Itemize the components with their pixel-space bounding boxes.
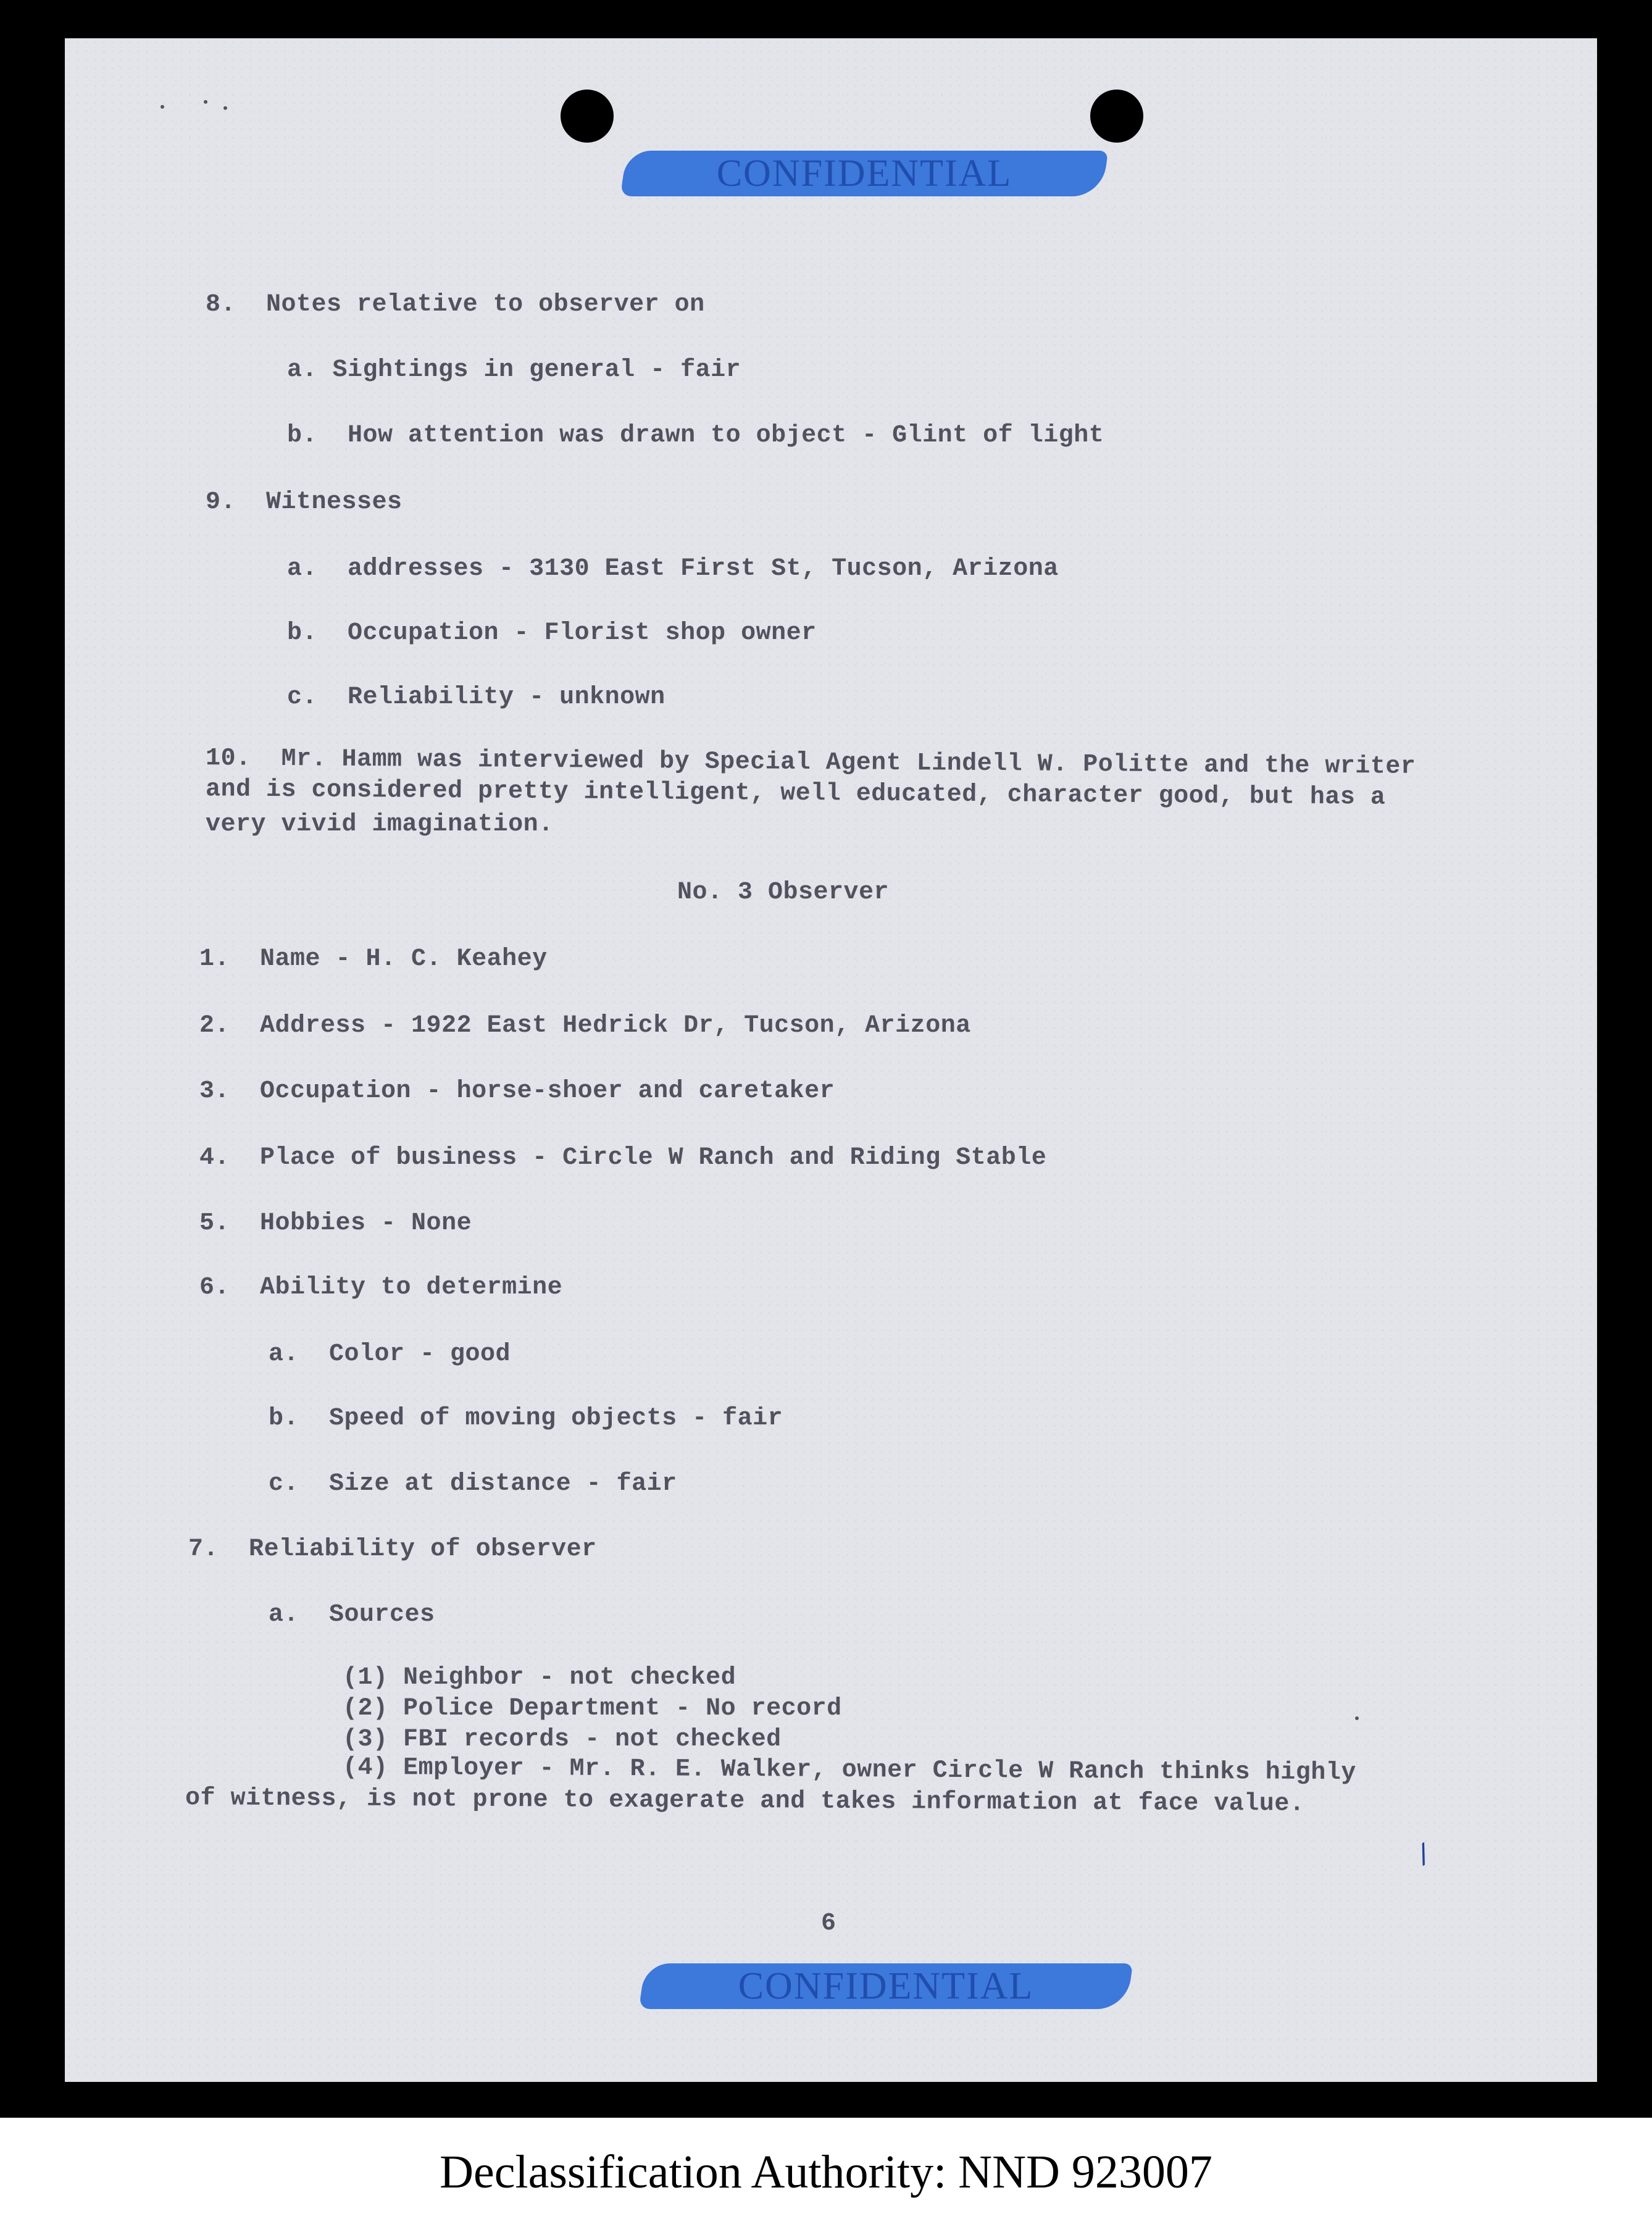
speck <box>223 106 227 110</box>
source-4-line-2: of witness, is not prone to exagerate and takes information at face value. <box>185 1784 1305 1818</box>
item-2: 2. Address - 1922 East Hedrick Dr, Tucson, Arizona <box>199 1012 971 1040</box>
item-6: 6. Ability to determine <box>199 1274 563 1302</box>
page-number: 6 <box>821 1910 836 1937</box>
source-4-line-1: (4) Employer - Mr. R. E. Walker, owner Circle W Ranch thinks highly <box>342 1753 1356 1787</box>
punch-hole-left <box>561 90 614 143</box>
ink-mark: / <box>1410 1839 1440 1874</box>
item-4: 4. Place of business - Circle W Ranch and Riding Stable <box>199 1144 1047 1172</box>
item-8b: b. How attention was drawn to object - Glint of light <box>287 422 1104 449</box>
declassification-footer: Declassification Authority: NND 923007 <box>440 2146 1212 2198</box>
item-5: 5. Hobbies - None <box>199 1210 472 1237</box>
section-heading-no3-observer: No. 3 Observer <box>677 879 890 906</box>
stamp-label: CONFIDENTIAL <box>716 152 1012 194</box>
speck <box>204 100 207 104</box>
item-6c: c. Size at distance - fair <box>269 1470 677 1498</box>
item-7: 7. Reliability of observer <box>188 1536 597 1563</box>
speck <box>161 105 164 109</box>
item-1: 1. Name - H. C. Keahey <box>199 945 548 973</box>
item-10-line-2: and is considered pretty intelligent, well educated, character good, but has a <box>205 775 1386 812</box>
source-2: (2) Police Department - No record <box>343 1695 842 1723</box>
stamp-label: CONFIDENTIAL <box>738 1965 1034 2007</box>
item-8: 8. Notes relative to observer on <box>206 291 705 319</box>
item-9b: b. Occupation - Florist shop owner <box>287 619 817 647</box>
source-1: (1) Neighbor - not checked <box>343 1664 736 1692</box>
item-9: 9. Witnesses <box>206 488 403 516</box>
item-7a: a. Sources <box>269 1601 435 1629</box>
confidential-stamp-top <box>624 151 1105 196</box>
source-3: (3) FBI records - not checked <box>343 1726 782 1753</box>
item-10-line-1: 10. Mr. Hamm was interviewed by Special Agent Lindell W. Politte and the writer <box>205 745 1416 781</box>
item-6b: b. Speed of moving objects - fair <box>269 1405 783 1432</box>
item-6a: a. Color - good <box>269 1340 511 1368</box>
document-page <box>65 38 1597 2082</box>
item-9c: c. Reliability - unknown <box>287 683 665 711</box>
punch-hole-right <box>1090 90 1143 143</box>
speck <box>1355 1716 1359 1720</box>
confidential-stamp-bottom <box>642 1963 1130 2009</box>
item-10-line-3: very vivid imagination. <box>206 811 554 838</box>
item-3: 3. Occupation - horse-shoer and caretaker <box>199 1077 835 1105</box>
item-9a: a. addresses - 3130 East First St, Tucson, Arizona <box>287 555 1059 583</box>
item-8a: a. Sightings in general - fair <box>287 356 741 384</box>
